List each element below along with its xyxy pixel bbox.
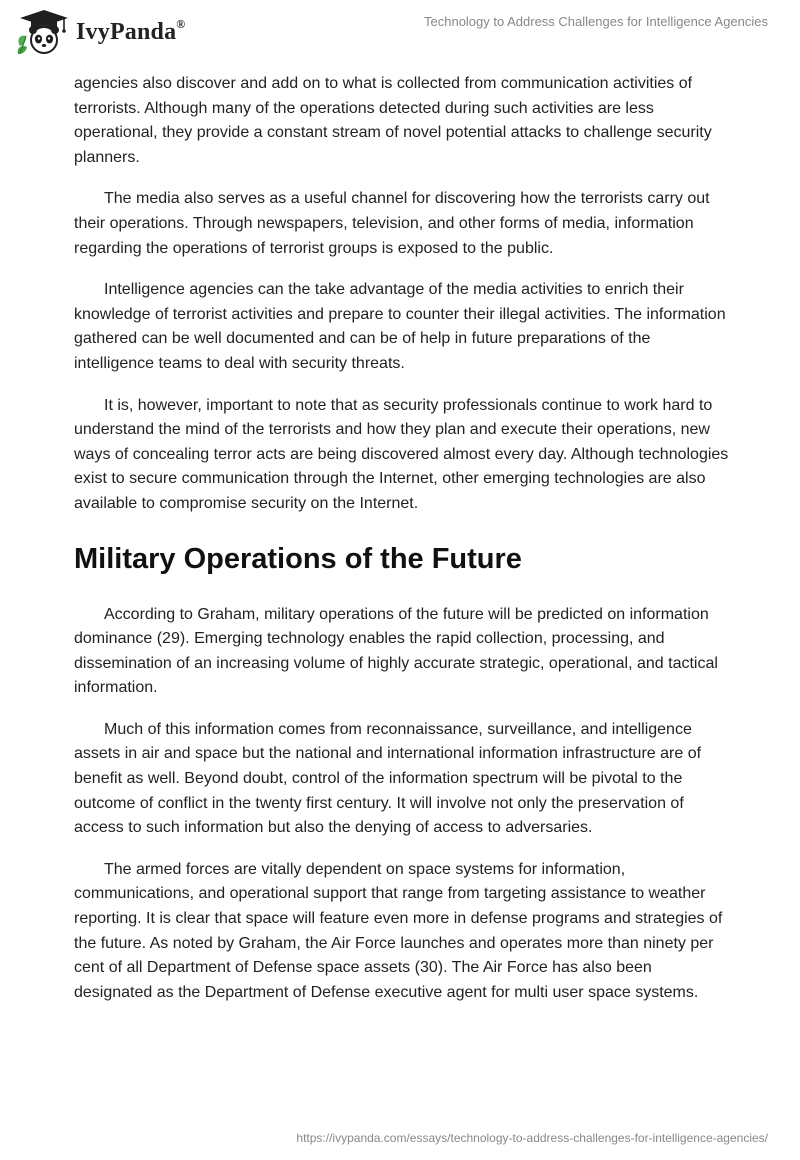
ivypanda-logo[interactable] [14, 8, 185, 56]
page-header [0, 0, 800, 70]
paragraph-media-channel: The media also serves as a useful channel for discovering how the terrorists carry out their operations. Through newspapers, television, and other forms of media, information regarding the operations of terrorist groups is exposed to the public. [74, 190, 710, 257]
paragraph-information-dominance: According to Graham, military operations of the future will be predicted on information dominance (29). Emerging technology enables the rapid collection, processing, and dissemination of an increasing volume of highly accurate strategic, operational, and tactical information. [74, 605, 718, 697]
paragraph-security-professionals: It is, however, important to note that as security professionals continue to work hard to understand the mind of the terrorists and how they plan and execute their operations, new ways of concealing terror acts are being discovered almost every day. Although technologies exist to secure communication through the Internet, other emerging technologies are also available to compromise security on the Internet. [74, 396, 729, 512]
section-heading: Military Operations of the Future [74, 542, 522, 575]
document-title: Technology to Address Challenges for Intelligence Agencies [424, 14, 768, 29]
paragraph-space-systems: The armed forces are vitally dependent on space systems for information, communications, and operational support that range from targeting assistance to weather reporting. It is clear that space will feature even more in defense programs and strategies of the future. As noted by Graham, the Air Force launches and operates more than ninety per cent of all Department of Defense space assets (30). The Air Force has also been designated as the Department of Defense executive agent for multi user space systems. [74, 860, 723, 1001]
registered-mark: ® [176, 16, 186, 31]
source-url[interactable]: https://ivypanda.com/essays/technology-to-address-challenges-for-intelligence-agencies/ [296, 1131, 768, 1145]
panda-graduate-icon [14, 8, 70, 56]
paragraph-reconnaissance: Much of this information comes from reconnaissance, surveillance, and intelligence assets in air and space but the national and international information infrastructure are of benefit as well. Beyond doubt, control of the information spectrum will be pivotal to the outcome of conflict in the twenty first century. It will involve not only the preservation of access to such information but also the denying of access to adversaries. [74, 720, 702, 837]
paragraph-intelligence-agencies: Intelligence agencies can the take advantage of the media activities to enrich their knowledge of terrorist activities and prepare to counter their illegal activities. The information gathered can be well documented and can be of help in future preparations of the intelligence teams to deal with security threats. [74, 281, 726, 372]
brand-name: IvyPanda® [76, 16, 186, 45]
article-body [74, 72, 734, 1022]
paragraph-continued: agencies also discover and add on to what is collected from communication activities of terrorists. Although many of the operations detected during such activities are less operational, they provide a constant stream of novel potential attacks to challenge security planners. [74, 75, 712, 166]
